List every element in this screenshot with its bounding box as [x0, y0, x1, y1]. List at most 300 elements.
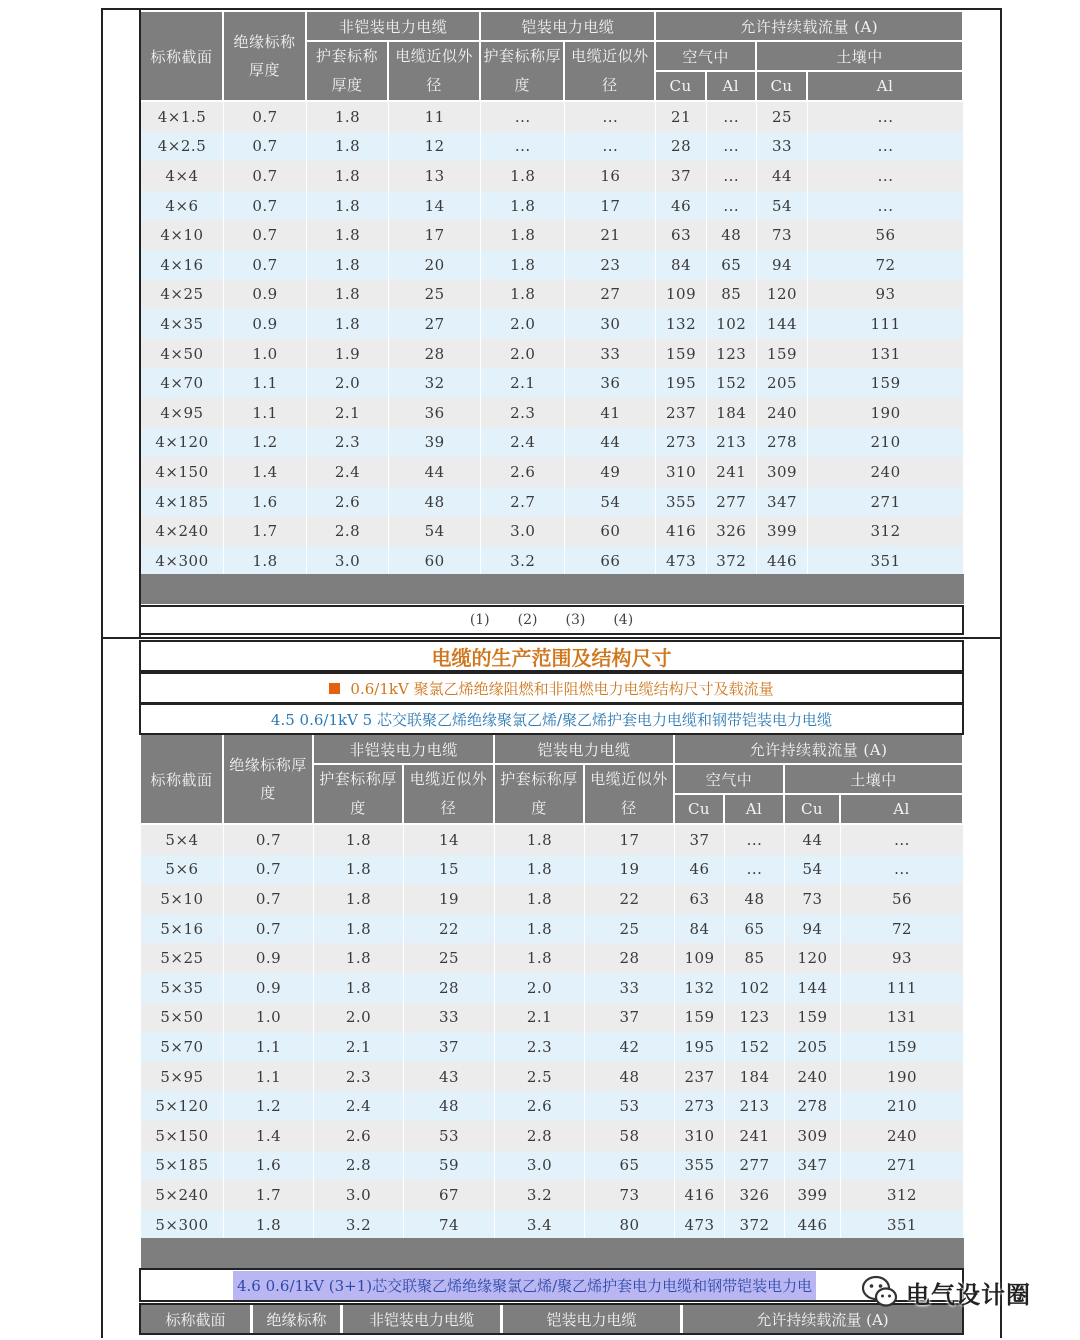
table-cell: 65: [707, 250, 757, 280]
table-cell: 4×50: [141, 339, 224, 369]
header-sheath-thickness: 护套标称厚度: [307, 42, 389, 102]
table-cell: 94: [757, 250, 808, 280]
table-cell: 41: [565, 398, 656, 428]
table-cell: 25: [389, 280, 481, 310]
table-cell: 310: [675, 1121, 725, 1151]
table-cell: 1.8: [307, 220, 389, 250]
header-armored-outer-diameter: 电缆近似外径: [585, 765, 675, 825]
table-cell: 372: [707, 546, 757, 576]
header-armored: 铠装电力电缆: [503, 1305, 683, 1333]
table-cell: 2.0: [481, 339, 565, 369]
header-air-al: Al: [707, 72, 757, 102]
table-cell: 190: [808, 398, 964, 428]
table-cell: 72: [841, 914, 964, 944]
table-cell: 1.8: [481, 280, 565, 310]
table-cell: 1.1: [224, 1032, 314, 1062]
table-cell: 1.8: [481, 220, 565, 250]
table-cell: 159: [757, 339, 808, 369]
table-cell: 2.0: [307, 368, 389, 398]
table-cell: 0.9: [224, 973, 314, 1003]
table-cell: 240: [785, 1062, 841, 1092]
header-nominal: 标称截面: [141, 735, 224, 825]
table-cell: 3.2: [314, 1210, 404, 1240]
table-row: [141, 161, 964, 191]
table-cell: 1.8: [307, 102, 389, 132]
table-row: [141, 428, 964, 458]
table-cell: 3.2: [481, 546, 565, 576]
table-cell: 446: [785, 1210, 841, 1240]
header-air-cu: Cu: [675, 795, 725, 825]
header-nominal: 标称截面: [141, 1305, 253, 1333]
table-cell: 355: [675, 1151, 725, 1181]
header-soil-cu: Cu: [785, 795, 841, 825]
table-cell: 1.0: [224, 1003, 314, 1033]
table-cell: 278: [785, 1091, 841, 1121]
table-cell: 132: [656, 309, 706, 339]
table-cell: 11: [389, 102, 481, 132]
table-cell: 0.7: [224, 132, 307, 162]
subtitle: [139, 672, 964, 704]
table-cell: 326: [707, 516, 757, 546]
table-cell: 1.8: [495, 884, 585, 914]
table-cell: 44: [785, 825, 841, 855]
table-cell: 19: [404, 884, 495, 914]
table-cell: 4×300: [141, 546, 224, 576]
table-cell: 1.8: [495, 914, 585, 944]
table-cell: 5×25: [141, 943, 224, 973]
table-cell: 20: [389, 250, 481, 280]
table-row: [141, 1121, 964, 1151]
table-cell: 0.9: [224, 943, 314, 973]
header-soil-al: Al: [808, 72, 964, 102]
table-cell: 2.3: [481, 398, 565, 428]
table-cell: 351: [841, 1210, 964, 1240]
table-cell: 93: [841, 943, 964, 973]
table-cell: 28: [404, 973, 495, 1003]
table-cell: 21: [656, 102, 706, 132]
table-cell: 347: [757, 487, 808, 517]
table-cell: 271: [841, 1151, 964, 1181]
table2-title: 4.5 0.6/1kV 5 芯交联聚乙烯绝缘聚氯乙烯/聚乙烯护套电力电缆和钢带铠装电力电缆: [139, 703, 964, 735]
watermark: [860, 1272, 1031, 1312]
header-armored-outer-diameter: 电缆近似外径: [565, 42, 656, 102]
table-cell: 399: [785, 1180, 841, 1210]
table-cell: 109: [656, 280, 706, 310]
header-outer-diameter: 电缆近似外径: [404, 765, 495, 825]
table-cell: 1.8: [224, 546, 307, 576]
header-soil: 土壤中: [785, 765, 964, 795]
table-cell: 25: [404, 943, 495, 973]
table-cell: 28: [656, 132, 706, 162]
table-cell: 1.8: [307, 132, 389, 162]
table-cell: 0.9: [224, 280, 307, 310]
table-cell: 205: [785, 1032, 841, 1062]
table-cell: 2.6: [495, 1091, 585, 1121]
table-cell: 1.4: [224, 457, 307, 487]
table-cell: 16: [565, 161, 656, 191]
table-cell: 277: [707, 487, 757, 517]
table-cell: 190: [841, 1062, 964, 1092]
table-cell: 355: [656, 487, 706, 517]
table-cell: 33: [565, 339, 656, 369]
table-row: [141, 487, 964, 517]
table-cell: 4×1.5: [141, 102, 224, 132]
table-body: [141, 102, 964, 576]
header-soil: 土壤中: [757, 42, 964, 72]
table-cell: 1.1: [224, 398, 307, 428]
table-cell: ...: [808, 102, 964, 132]
table-row: [141, 1210, 964, 1240]
table-cell: 48: [585, 1062, 675, 1092]
footnote-4: (4): [613, 612, 634, 628]
table-cell: 15: [404, 855, 495, 885]
table-footer-bar: [141, 1238, 964, 1268]
table-cell: 0.7: [224, 102, 307, 132]
table-cell: 93: [808, 280, 964, 310]
table-header: [141, 12, 964, 102]
table-cell: 1.8: [307, 161, 389, 191]
table-cell: 4×70: [141, 368, 224, 398]
table-cell: 49: [565, 457, 656, 487]
table-cell: 4×240: [141, 516, 224, 546]
table-cell: 2.8: [495, 1121, 585, 1151]
table-cell: ...: [808, 161, 964, 191]
table-cell: 22: [404, 914, 495, 944]
table-cell: 65: [725, 914, 785, 944]
table-cell: ...: [725, 825, 785, 855]
table-cell: 120: [785, 943, 841, 973]
table-cell: 144: [757, 309, 808, 339]
table-cell: 4×185: [141, 487, 224, 517]
footnote-3: (3): [565, 612, 586, 628]
table-cell: 53: [585, 1091, 675, 1121]
table-cell: 1.8: [307, 280, 389, 310]
table-cell: 3.2: [495, 1180, 585, 1210]
table-row: [141, 825, 964, 855]
table-cell: 2.5: [495, 1062, 585, 1092]
table-cell: 4×95: [141, 398, 224, 428]
table-row: [141, 1032, 964, 1062]
table-cell: 1.8: [481, 161, 565, 191]
table3-title: [139, 1268, 964, 1302]
table-cell: 1.8: [481, 250, 565, 280]
header-air-cu: Cu: [656, 72, 706, 102]
table-row: [141, 280, 964, 310]
table-row: [141, 1180, 964, 1210]
table-cell: 33: [404, 1003, 495, 1033]
table-cell: 184: [725, 1062, 785, 1092]
table-cell: 372: [725, 1210, 785, 1240]
table-cell: 1.0: [224, 339, 307, 369]
table-cell: 21: [565, 220, 656, 250]
table-cell: 1.8: [314, 943, 404, 973]
table-cell: 205: [757, 368, 808, 398]
table-cell: 43: [404, 1062, 495, 1092]
table-cell: 3.0: [307, 546, 389, 576]
table-cell: ...: [707, 191, 757, 221]
header-armored: 铠装电力电缆: [495, 735, 675, 765]
table-cell: 3.0: [481, 516, 565, 546]
table-cell: 32: [389, 368, 481, 398]
table-cell: 237: [656, 398, 706, 428]
table-cell: 1.8: [314, 884, 404, 914]
table-cell: 1.4: [224, 1121, 314, 1151]
table-cell: 12: [389, 132, 481, 162]
table-footer-bar: [141, 574, 964, 604]
table-cell: 1.8: [495, 943, 585, 973]
table-cell: 5×4: [141, 825, 224, 855]
table-row: [141, 309, 964, 339]
table-cell: 416: [675, 1180, 725, 1210]
table-cell: 1.6: [224, 1151, 314, 1181]
table-row: [141, 220, 964, 250]
table-cell: 241: [725, 1121, 785, 1151]
table-cell: 48: [389, 487, 481, 517]
table-row: [141, 973, 964, 1003]
table-cell: 473: [656, 546, 706, 576]
table-row: [141, 516, 964, 546]
table-cell: 85: [725, 943, 785, 973]
table-cell: 312: [841, 1180, 964, 1210]
table-cell: 326: [725, 1180, 785, 1210]
header-unarmored: 非铠装电力电缆: [343, 1305, 503, 1333]
table-cell: 94: [785, 914, 841, 944]
table-cell: 109: [675, 943, 725, 973]
table-cell: 59: [404, 1151, 495, 1181]
header-armored-sheath-thickness: 护套标称厚度: [495, 765, 585, 825]
table-cell: 0.7: [224, 914, 314, 944]
table-row: [141, 1151, 964, 1181]
table-cell: 2.0: [495, 973, 585, 1003]
table-cell: 159: [808, 368, 964, 398]
table-cell: 2.0: [314, 1003, 404, 1033]
table-cell: ...: [707, 132, 757, 162]
table-cell: 1.8: [495, 825, 585, 855]
header-outer-diameter: 电缆近似外径: [389, 42, 481, 102]
table-cell: 27: [389, 309, 481, 339]
table-cell: 85: [707, 280, 757, 310]
table-cell: 2.4: [307, 457, 389, 487]
table-cell: 312: [808, 516, 964, 546]
table-cell: 184: [707, 398, 757, 428]
table-cell: 446: [757, 546, 808, 576]
table-cell: 17: [565, 191, 656, 221]
table-cell: 152: [707, 368, 757, 398]
table-cell: 37: [404, 1032, 495, 1062]
table-cell: 5×300: [141, 1210, 224, 1240]
table-cell: 2.3: [495, 1032, 585, 1062]
table-cell: 1.2: [224, 1091, 314, 1121]
table-cell: 4×25: [141, 280, 224, 310]
table-cell: 1.8: [307, 250, 389, 280]
header-nominal: 标称截面: [141, 12, 224, 102]
table-cell: 0.7: [224, 191, 307, 221]
table-cell: 131: [841, 1003, 964, 1033]
table-cell: 4×150: [141, 457, 224, 487]
table-cell: 14: [389, 191, 481, 221]
table-cell: 277: [725, 1151, 785, 1181]
table-cell: 2.1: [307, 398, 389, 428]
table-cell: 48: [404, 1091, 495, 1121]
table-cell: 123: [707, 339, 757, 369]
table-cell: 39: [389, 428, 481, 458]
table-cell: 37: [656, 161, 706, 191]
footnote-2: (2): [517, 612, 538, 628]
table-cell: 74: [404, 1210, 495, 1240]
table-cell: ...: [707, 102, 757, 132]
table-row: [141, 1003, 964, 1033]
table-cell: 2.8: [307, 516, 389, 546]
table-row: [141, 457, 964, 487]
table-cell: 5×120: [141, 1091, 224, 1121]
table-cell: 237: [675, 1062, 725, 1092]
table-cell: ...: [841, 825, 964, 855]
table-cell: 56: [841, 884, 964, 914]
table-cell: ...: [565, 102, 656, 132]
table-cell: 123: [725, 1003, 785, 1033]
table-cell: 195: [675, 1032, 725, 1062]
table-cell: 5×50: [141, 1003, 224, 1033]
table-cell: 17: [389, 220, 481, 250]
header-unarmored: 非铠装电力电缆: [307, 12, 481, 42]
table-cell: 73: [757, 220, 808, 250]
table-cell: 72: [808, 250, 964, 280]
table-cell: 4×4: [141, 161, 224, 191]
table-cell: 63: [675, 884, 725, 914]
section-title: 电缆的生产范围及结构尺寸: [139, 640, 964, 672]
table-cell: 28: [585, 943, 675, 973]
table-cell: ...: [565, 132, 656, 162]
table-row: [141, 546, 964, 576]
table-row: [141, 914, 964, 944]
table-cell: 273: [675, 1091, 725, 1121]
table-cell: ...: [481, 132, 565, 162]
table-cell: 1.2: [224, 428, 307, 458]
table-cell: 4×10: [141, 220, 224, 250]
table-cell: 27: [565, 280, 656, 310]
table-cell: 1.9: [307, 339, 389, 369]
table-cell: 240: [757, 398, 808, 428]
table-cell: 2.3: [307, 428, 389, 458]
table-cell: 213: [707, 428, 757, 458]
table-cell: 271: [808, 487, 964, 517]
table-cell: 210: [808, 428, 964, 458]
table-cell: 152: [725, 1032, 785, 1062]
table-cell: 1.1: [224, 1062, 314, 1092]
header-air: 空气中: [675, 765, 785, 795]
table-cell: 273: [656, 428, 706, 458]
table-cell: 213: [725, 1091, 785, 1121]
table-cell: 2.6: [307, 487, 389, 517]
table-cell: 210: [841, 1091, 964, 1121]
table-row: [141, 855, 964, 885]
table-cell: 17: [585, 825, 675, 855]
table-cell: 2.4: [314, 1091, 404, 1121]
table-row: [141, 398, 964, 428]
square-bullet-icon: [329, 683, 340, 694]
table-cell: 2.1: [314, 1032, 404, 1062]
watermark-text: 电气设计圈: [906, 1280, 1031, 1309]
table-cell: 416: [656, 516, 706, 546]
table-cell: ...: [808, 132, 964, 162]
table-cell: 1.8: [314, 914, 404, 944]
table-cell: 46: [675, 855, 725, 885]
table-row: [141, 191, 964, 221]
table-cell: 54: [757, 191, 808, 221]
table-cell: 0.7: [224, 855, 314, 885]
table-cell: 60: [565, 516, 656, 546]
table-cell: 22: [585, 884, 675, 914]
header-unarmored: 非铠装电力电缆: [314, 735, 495, 765]
table-cell: 84: [656, 250, 706, 280]
table-cell: 28: [389, 339, 481, 369]
table-cell: 44: [757, 161, 808, 191]
table-cell: 3.0: [314, 1180, 404, 1210]
table-cell: 159: [785, 1003, 841, 1033]
table-body: [141, 825, 964, 1239]
table-cell: 5×150: [141, 1121, 224, 1151]
table-cell: 0.7: [224, 825, 314, 855]
table-cell: 120: [757, 280, 808, 310]
page-separator: [101, 637, 1002, 639]
table-cell: 60: [389, 546, 481, 576]
table-cell: 58: [585, 1121, 675, 1151]
header-soil-cu: Cu: [757, 72, 808, 102]
table-cell: 14: [404, 825, 495, 855]
table-cell: 65: [585, 1151, 675, 1181]
footnote-1: (1): [469, 612, 490, 628]
header-air: 空气中: [656, 42, 756, 72]
header-insulation: 绝缘标称: [253, 1305, 343, 1333]
table-cell: 195: [656, 368, 706, 398]
table-cell: 159: [675, 1003, 725, 1033]
table-cell: 84: [675, 914, 725, 944]
table-cell: 2.7: [481, 487, 565, 517]
table-cell: 46: [656, 191, 706, 221]
table-cell: 0.9: [224, 309, 307, 339]
cable-table-4core: [141, 12, 964, 576]
table-cell: ...: [481, 102, 565, 132]
table-cell: 33: [585, 973, 675, 1003]
table-cell: 2.0: [481, 309, 565, 339]
table-cell: 347: [785, 1151, 841, 1181]
table-cell: 241: [707, 457, 757, 487]
table-row: [141, 1062, 964, 1092]
table-cell: 1.1: [224, 368, 307, 398]
table-cell: 131: [808, 339, 964, 369]
table-cell: 4×120: [141, 428, 224, 458]
table-cell: 2.6: [481, 457, 565, 487]
footnote-markers: [139, 605, 964, 635]
table-cell: ...: [725, 855, 785, 885]
table-cell: 44: [389, 457, 481, 487]
table3-title-text: 4.6 0.6/1kV (3+1)芯交联聚乙烯绝缘聚氯乙烯/聚乙烯护套电力电缆和钢带铠装电力电: [233, 1271, 816, 1300]
header-insulation: 绝缘标称厚度: [224, 12, 307, 102]
table-cell: 2.1: [481, 368, 565, 398]
table-cell: ...: [841, 855, 964, 885]
table-cell: 48: [707, 220, 757, 250]
table-cell: 33: [757, 132, 808, 162]
table-cell: 63: [656, 220, 706, 250]
table-cell: ...: [707, 161, 757, 191]
table-cell: 5×16: [141, 914, 224, 944]
table-cell: 0.7: [224, 161, 307, 191]
table-cell: 1.6: [224, 487, 307, 517]
table-cell: 1.8: [495, 855, 585, 885]
table-cell: 0.7: [224, 250, 307, 280]
table-row: [141, 250, 964, 280]
table-cell: 5×70: [141, 1032, 224, 1062]
